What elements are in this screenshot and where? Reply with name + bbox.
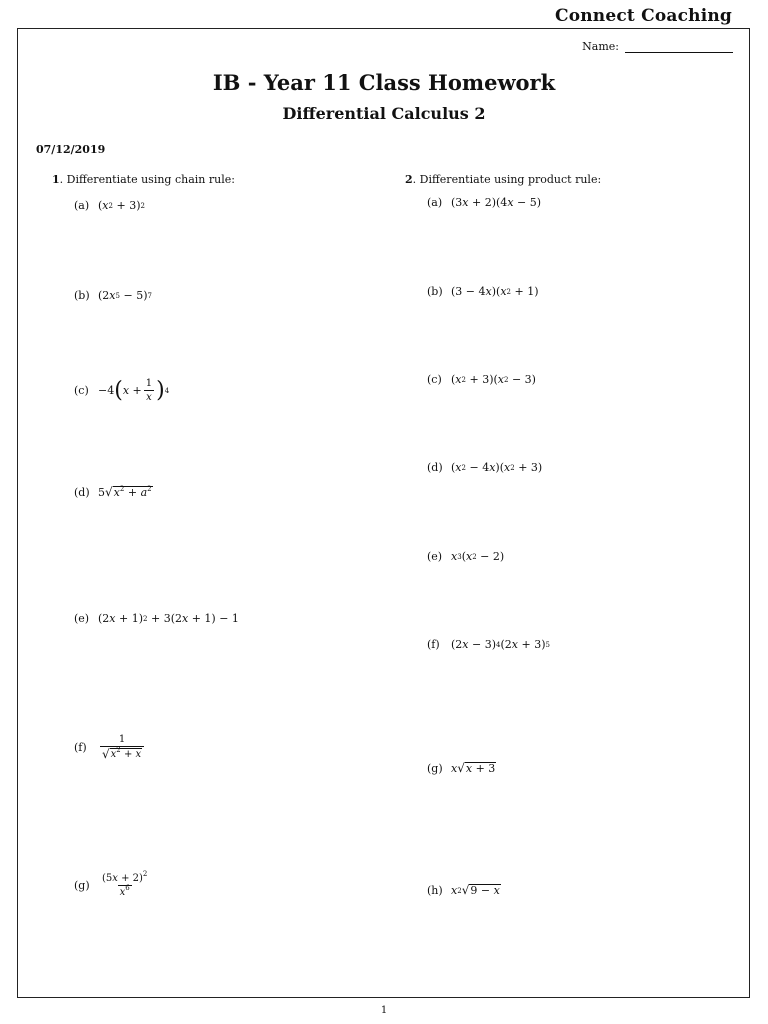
page-number: 1 xyxy=(380,1005,388,1016)
q1-label-f: (f) xyxy=(74,741,87,754)
brand-title: Connect Coaching xyxy=(554,6,732,26)
q2-item-g xyxy=(427,762,496,775)
q2-item-f xyxy=(427,638,550,651)
page-title: IB - Year 11 Class Homework xyxy=(212,70,556,95)
q2-expression-h: x 2 √ 9 − x xyxy=(451,883,500,897)
q1-label-b: (b) xyxy=(74,289,90,302)
name-label: Name: xyxy=(582,40,619,53)
q2-label-b: (b) xyxy=(427,285,443,298)
question-1-instruction: . Differentiate using chain rule: xyxy=(59,173,235,186)
q1-label-g: (g) xyxy=(74,879,90,892)
question-1-number: 1 xyxy=(52,173,60,186)
q1-expression-c: −4 ( x + $\frac{1}{x}$ ) 4 xyxy=(98,377,170,403)
q2-label-e: (e) xyxy=(427,550,443,563)
question-1-heading xyxy=(52,173,235,186)
q2-item-c xyxy=(427,373,536,386)
q2-item-a xyxy=(427,196,541,209)
q1-label-e: (e) xyxy=(74,612,90,625)
q1-expression-e: (2 x + 1) 2 + 3(2 x + 1) − 1 xyxy=(98,612,239,625)
page-subtitle: Differential Calculus 2 xyxy=(282,104,486,123)
q2-item-d xyxy=(427,461,542,474)
question-2-number: 2 xyxy=(405,173,413,186)
q1-expression-g: $\frac{(5x + 2)^2}{x^6}$ xyxy=(102,870,148,898)
q2-expression-e: x 3 ( x 2 − 2) xyxy=(451,550,505,563)
q2-label-d: (d) xyxy=(427,461,443,474)
question-2-instruction: . Differentiate using product rule: xyxy=(412,173,602,186)
name-field xyxy=(582,40,733,53)
q1-item-f xyxy=(74,734,146,761)
q1-item-a xyxy=(74,199,145,212)
q1-expression-f: 1 √ $x^2 + x$ xyxy=(98,734,146,761)
q2-expression-d: ( x 2 − 4 x )( x 2 + 3) xyxy=(451,461,543,474)
q1-label-a: (a) xyxy=(74,199,90,212)
q2-item-b xyxy=(427,285,539,298)
q2-label-f: (f) xyxy=(427,638,440,651)
name-blank-line[interactable] xyxy=(625,42,733,53)
q2-expression-a: (3 x + 2)(4 x − 5) xyxy=(451,196,542,209)
q2-expression-b: (3 − 4 x )( x 2 + 1) xyxy=(451,285,539,298)
q2-expression-c: ( x 2 + 3)( x 2 − 3) xyxy=(451,373,536,386)
q1-item-d xyxy=(74,486,153,499)
question-2-heading xyxy=(405,173,601,186)
q1-item-b xyxy=(74,289,152,302)
q1-label-d: (d) xyxy=(74,486,90,499)
q2-label-a: (a) xyxy=(427,196,443,209)
q1-label-c: (c) xyxy=(74,384,89,397)
q2-label-h: (h) xyxy=(427,884,443,897)
q1-expression-a: ( x 2 + 3) 2 xyxy=(98,199,145,212)
q1-item-c xyxy=(74,378,169,403)
homework-date: 07/12/2019 xyxy=(36,143,106,156)
q2-item-h xyxy=(427,884,501,897)
q1-item-g xyxy=(74,870,151,898)
q2-expression-g: x √ x + 3 xyxy=(451,761,496,775)
q2-label-c: (c) xyxy=(427,373,442,386)
q1-expression-b: (2 x 5 − 5) 7 xyxy=(98,289,152,302)
q2-expression-f: (2 x − 3) 4 (2 x + 3) 5 xyxy=(451,638,550,651)
q2-label-g: (g) xyxy=(427,762,443,775)
q1-item-e xyxy=(74,612,239,625)
q1-expression-d: 5 √ $x^2 + a^2$ xyxy=(98,485,152,499)
q2-item-e xyxy=(427,550,504,563)
